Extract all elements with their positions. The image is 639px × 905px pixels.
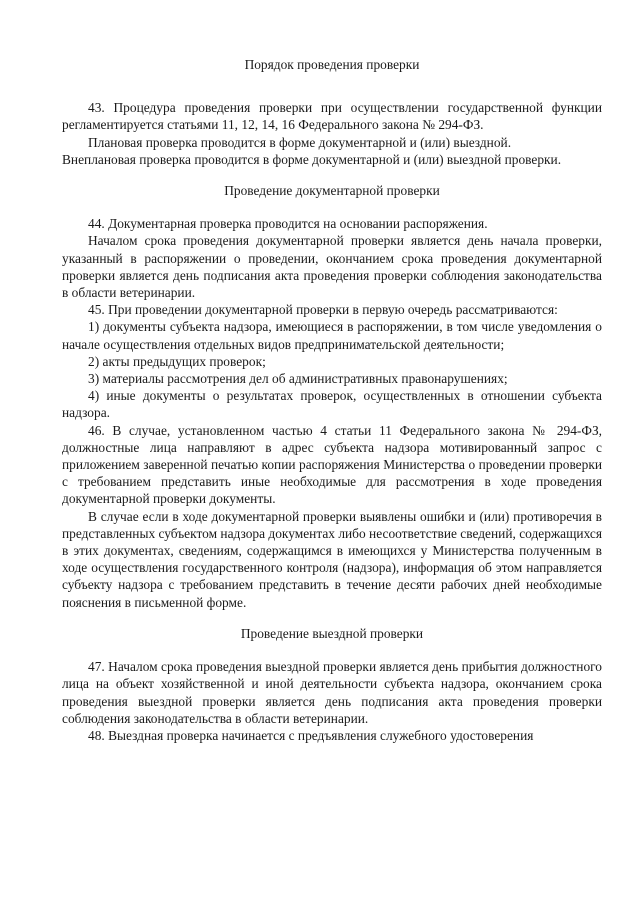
paragraph-48: 48. Выездная проверка начинается с предъявления служебного удостоверения xyxy=(88,727,534,743)
paragraph-43: 43. Процедура проведения проверки при осуществлении государственной функции регламентируется статьями 11, 12, 14, 16 Федерального закона № 294-ФЗ. xyxy=(62,100,602,133)
paragraph-46: 46. В случае, установленном частью 4 статьи 11 Федерального закона № 294-ФЗ, должностные лица направляют в адрес субъекта надзора мотивированный запрос с приложением заверенной печатью копии распоряжения Министерства о проведении проверки с требованием представить иные необходимые для рассмотрения в ходе проведения документарной проверки документы. xyxy=(62,422,602,507)
section-heading-documentary: Проведение документарной проверки xyxy=(224,183,440,199)
list-item-45-2: 2) акты предыдущих проверок; xyxy=(88,353,266,369)
paragraph-43-planned: Плановая проверка проводится в форме документарной и (или) выездной. xyxy=(88,134,512,150)
section-heading-onsite: Проведение выездной проверки xyxy=(240,625,424,641)
document-page xyxy=(62,56,602,744)
paragraph-44-term: Началом срока проведения документарной проверки является день начала проверки, указанный в распоряжении о проведении, окончанием срока проведения документарной проверки является день подписания акта проведения проверки соблюдения законодательства в области ветеринарии. xyxy=(62,233,602,301)
paragraph-43-unplanned: Внеплановая проверка проводится в форме документарной и (или) выездной проверки. xyxy=(62,151,562,167)
section-heading-procedure: Порядок проведения проверки xyxy=(244,57,420,72)
list-item-45-4: 4) иные документы о результатах проверок, осуществленных в отношении субъекта надзора. xyxy=(62,388,602,421)
paragraph-44: 44. Документарная проверка проводится на основании распоряжения. xyxy=(88,216,488,232)
list-item-45-3: 3) материалы рассмотрения дел об административных правонарушениях; xyxy=(88,371,508,387)
list-item-45-1: 1) документы субъекта надзора, имеющиеся в распоряжении, в том числе уведомления о начале осуществления отдельных видов предпринимательской деятельности; xyxy=(62,319,602,352)
paragraph-45: 45. При проведении документарной проверки в первую очередь рассматриваются: xyxy=(88,302,558,318)
paragraph-46-errors: В случае если в ходе документарной проверки выявлены ошибки и (или) противоречия в представленных субъектом надзора документах либо несоответствие сведений, содержащихся в этих документах, сведениям, содержащимся в имеющихся у Министерства полученным в ходе осуществления государственного контроля (надзора), информация об этом направляется субъекту надзора с требованием представить в течение десяти рабочих дней необходимые пояснения в письменной форме. xyxy=(62,508,602,610)
paragraph-47: 47. Началом срока проведения выездной проверки является день прибытия должностного лица на объект хозяйственной и иной деятельности субъекта надзора, окончанием срока проведения выездной проверки является день подписания акта проведения проверки соблюдения законодательства в области ветеринарии. xyxy=(62,659,602,726)
